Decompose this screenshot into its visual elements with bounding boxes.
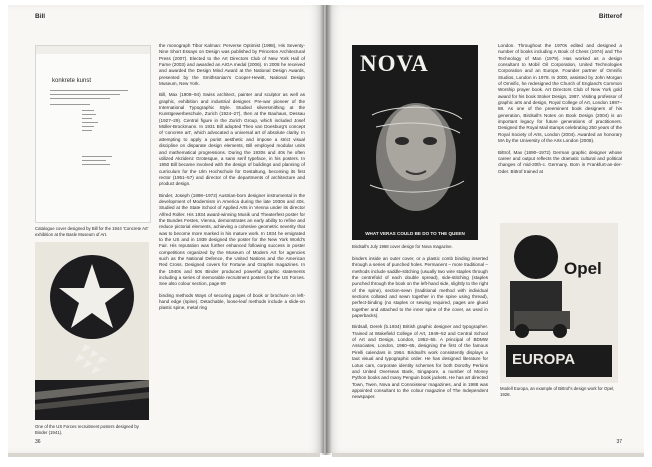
paragraph-birdsall-continued: London. Throughout the 1970s edited and designed a number of books including A Book of Chess (1974) and The Technology of Man (1979). Has worked as a design consultant to Mobil Oil Corporation, United Technologies Corporation and an Europe. Founder partner of Omnific Studios, London in 1978. In 2000, assisted by John Morgan of Omnific, he redesigned the Church of England's Common Worship prayer book. Art Directors Club of New York gold award for his book Stoker Design, 1987. Visiting professor of graphic arts and design, Royal College of Art, London 1987–88. As one of the preeminent book designers of his generation, Birdsall's Notes on Book Design (2004) is an important legacy for future generations of practitioners. Designed the Royal Mail stamps celebrating 250 years of the Royal Society of Arts, London (2004). Awarded an honorary MA by the University of the Arts London (2008). [498,43,622,144]
catalogue-title: konkrete kunst [52,78,92,84]
page-number-right: 37 [616,439,622,445]
paragraph-binding-methods: binding methods Ways of securing pages of book or brochure on left-hand edge (spine). Detachable, loose-leaf methods include a slide-on plastic spine, metal ring [159,292,305,311]
right-text-column-1 [352,256,488,406]
europa-word: EUROPA [512,351,576,368]
book-gutter [320,5,332,455]
page-edge-left [8,453,320,457]
running-head-right: Bitterof [598,13,622,20]
paragraph-binding-continued: binders inside an outer cover, or a plastic comb binding inserted through a series of punched holes. Permanent – more traditional – methods include saddle-stitching (usually two wire staples through the centrefold of each double spread), side-stitching (staples punched through the book on the left-hand side, slightly to the right of the spine), section-sewn (traditional method with individual sections collated and sewn together in the spine using thread), perfect-binding (no staples or sewing required, pages are glued together and attached to the inner spine of the cover, as used in paperbacks). [352,256,488,319]
nova-cover-image [352,45,478,240]
catalogue-cover-image [35,45,151,223]
running-head-left: Bill [35,13,46,20]
left-page [8,5,324,453]
poster-caption: One of the US Forces recruitment posters designed by Binder (1941). [35,424,139,435]
book-spread [8,5,644,457]
paragraph-bill-max: Bill, Max (1908–94) Swiss architect, painter and sculptor as well as graphic, exhibition and industrial designer. Pre-war pioneer of the International Typographic Style. Studied silversmithing at the Kunstgewerbeschule, Zurich (1924–27), then at the Bauhaus, Dessau (1927–29). Central figure in the Zurich Group, which included Josef Müller-Brockmann. In 1931 Bill adopted Theo van Doesburg's concept of 'concrete art', which advocated a universal art of absolute clarity. In attempting to apply a purist aesthetic and impose a strict visual discipline on disparate design elements, Bill employed modular units and mathematical progressions. During the 1930s and 40s he often utilized Akzidenz Grotesque, a sans serif typeface, in his posters. In 1950 Bill became involved with the design of buildings and planning of curriculum for the Ulm Hochschule für Gestaltung, becoming its first rector (1951–57) and director of the departments of architecture and product design. [159,92,305,187]
nova-caption: Birdsall's July 1968 cover design for Nova magazine. [352,244,453,249]
paragraph-bittrof-max: Bittrof, Max (1890–1972) German graphic designer whose career and output reflects the dramatic cultural and political changes of mid-20th-c. Germany. Born in Frankfurt-an-der-Oder. Bittrof trained at [498,149,622,174]
paragraph-binder-joseph: Binder, Joseph (1898–1972) Austrian-born designer instrumental in the development of Modernism in America during the late 1930s and 40s. Studied at the State School of Applied Arts in Vienna under its director Alfred Roller. His 1934 award-winning Musik und Theaterfest poster for the Bundes Festes, Vienna, demonstrates an early ability to refine and reduce pictorial elements, achieving a cohesive geometric severity that was to become more marked in his mature work. In 1934 he emigrated to the US and in 1939 designed the poster for the New York World's Fair. His reputation was further enhanced following success in poster competitions organized by the Museum of Modern Art for agencies such as the National Defence, the United Nations and the American Red Cross. Designed covers for Fortune and Graphis magazines. In the 1940s and 50s Binder produced powerful graphic statements including a series of memorable recruitment posters for the US Forces. See also colour section, page 69 [159,192,305,287]
right-text-column-2 [498,43,622,180]
opel-poster-image [500,223,618,383]
page-number-left: 36 [35,439,41,445]
left-text-column [159,43,305,317]
opel-word: Opel [564,259,602,278]
page-edge-right [332,453,644,457]
right-page [326,5,644,453]
binder-poster-image [35,242,149,420]
nova-masthead: NOVA [360,51,429,76]
paragraph-birdsall-derek: Birdsall, Derek (b.1934) British graphic designer and typographer. Trained at Wakefield College of Art, 1949–52 and Central School of Art and Design, London, 1952–55. A principal of BDMW Associates, London, 1960–65, designing the first of the famous Pirelli calendars in 1964. Birdsall's work consistently displays a taut visual and typographic order. He has designed literature for Lotus cars, corporate identity schemes for both Dorothy Perkins and United Overseas Bank, Singapore, a number of Money Python books and many Penguin book jackets. He has art directed Town, Twen, Nova and Connoisseur magazines, and in 1988 was appointed consultant to the colour magazine of The Independent newspaper. [352,324,488,400]
nova-cover-text: WHAT VERAS COULD BE DO TO THE QUEEN [365,231,465,236]
opel-caption: Modell Europa, an example of Bittrof's design work for Opel, 1928. [500,386,615,397]
paragraph-kalman: the monograph Tibor Kalman: Perverse Optimist (1998), His Seventy-Nine Short Essays on Design was published by Princeton Architectural Press (2007). Elected to the Art Directors Club of New York Hall of Fame (2003) and awarded an AIGA medal (2006). In 2008 he received and awarded the Design Mind Award at the National Design Awards, presented by the Smithsonian's Cooper-Hewitt, National Design Museum, New York. [159,43,305,87]
catalogue-caption: Catalogue cover designed by Bill for the 1944 'Concrete Art' exhibition at the Basle Museum of Art. [35,226,149,237]
